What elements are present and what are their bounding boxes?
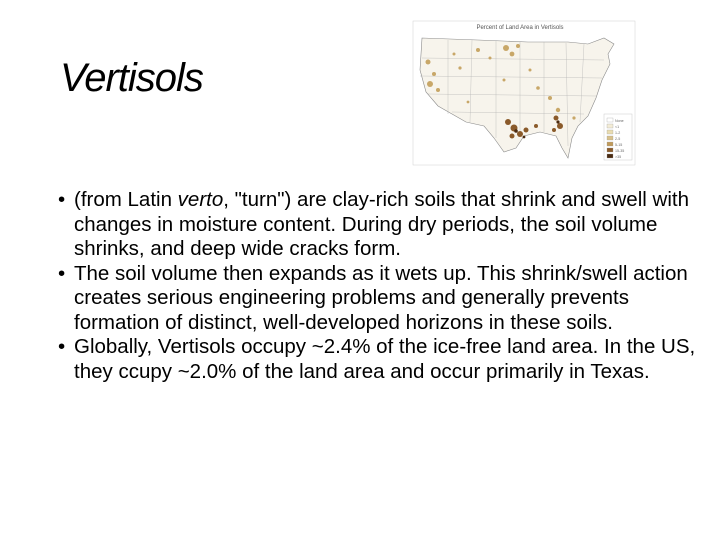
- bullet-dot: •: [58, 188, 66, 211]
- legend-label: 2-5: [615, 136, 621, 141]
- slide-title: Vertisols: [60, 56, 203, 100]
- legend-swatch: [607, 154, 613, 158]
- legend-swatch: [607, 130, 613, 134]
- map-title: Percent of Land Area in Vertisols: [476, 25, 564, 31]
- legend-label: 15-35: [615, 148, 625, 153]
- bullet-dot: •: [58, 335, 66, 358]
- bullet-text-before: (from Latin: [74, 188, 178, 211]
- legend-swatch: [607, 124, 613, 128]
- legend-label: <1: [615, 124, 620, 129]
- bullet-item: [58, 335, 698, 384]
- legend-label: 1-2: [615, 130, 621, 135]
- legend-label: 5-15: [615, 142, 623, 147]
- map-legend: [604, 114, 632, 160]
- legend-swatch: [607, 148, 613, 152]
- legend-label: >35: [615, 154, 622, 159]
- bullet-emphasis: verto: [177, 188, 224, 211]
- bullet-text: The soil volume then expands as it wets up. This shrink/swell action creates serious engineering problems and generally prevents formation of distinct, well-developed horizons in these soils.: [74, 261, 688, 334]
- bullet-item: [58, 188, 698, 262]
- legend-label: None: [615, 118, 624, 123]
- bullet-text-after: , "turn") are clay-rich soils that shrink and swell with changes in moisture content. During dry periods, the soil volume shrinks, and deep wide cracks form.: [74, 188, 689, 260]
- bullet-item: [58, 262, 698, 336]
- legend-swatch: [607, 136, 613, 140]
- bullet-text: Globally, Vertisols occupy ~2.4% of the ice-free land area. In the US, they ccupy ~2.0% of the land area and occur primarily in Texas.: [74, 335, 696, 383]
- vertisol-map: [408, 18, 638, 168]
- legend-swatch: [607, 118, 613, 122]
- bullet-dot: •: [58, 261, 66, 285]
- bullet-list: [58, 188, 698, 384]
- legend-swatch: [607, 142, 613, 146]
